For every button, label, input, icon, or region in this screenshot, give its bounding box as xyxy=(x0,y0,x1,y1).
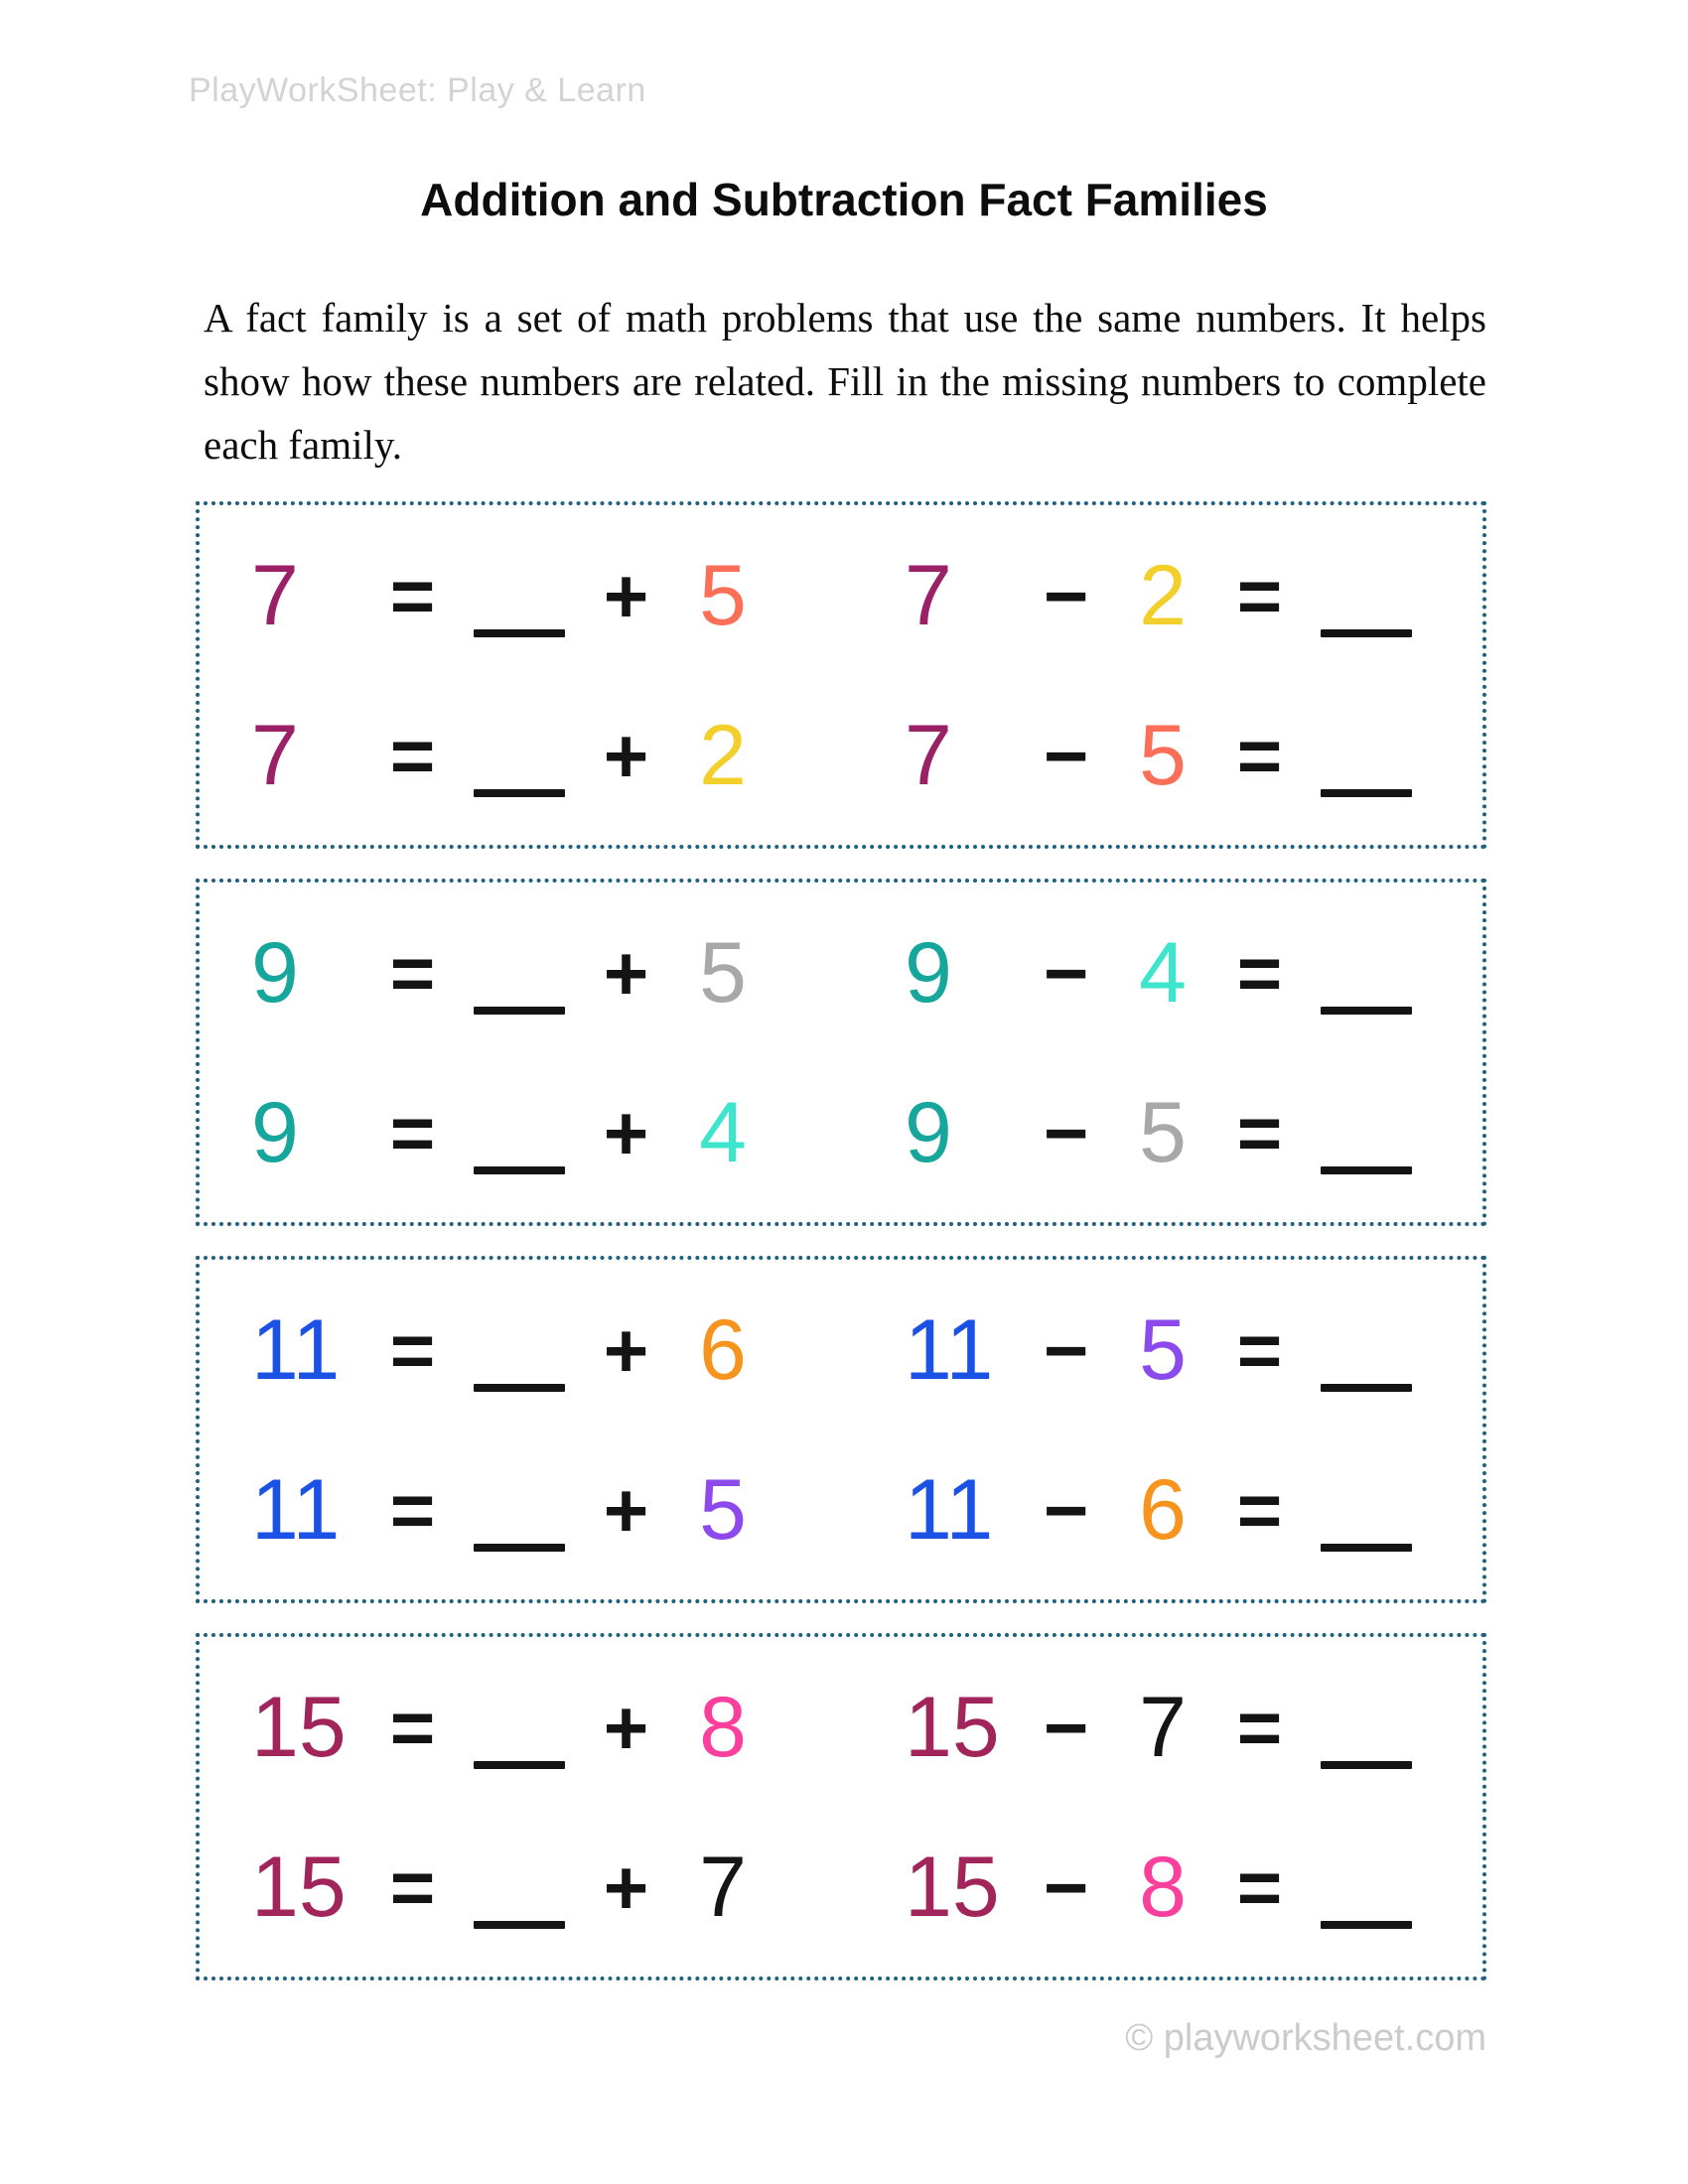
minus-sign: − xyxy=(1043,928,1089,1017)
subtraction-equation xyxy=(905,1461,1431,1558)
equals-sign: = xyxy=(389,1305,436,1394)
subtrahend-number: 5 xyxy=(1139,707,1187,803)
fact-family-box xyxy=(196,879,1486,1226)
answer-blank xyxy=(455,1723,584,1731)
equals-sign: = xyxy=(389,928,436,1017)
equation-row xyxy=(251,898,1431,1047)
subtraction-equation xyxy=(905,1301,1431,1398)
minuend-number: 7 xyxy=(905,707,952,803)
fact-family-box xyxy=(196,1633,1486,1980)
equals-sign: = xyxy=(389,1683,436,1771)
answer-blank xyxy=(455,751,584,759)
intro-paragraph: A fact family is a set of math problems that use the same numbers. It helps show how these numbers are related. Fill in the missing numbers to complete each family. xyxy=(204,295,1486,468)
plus-sign: + xyxy=(603,1465,649,1554)
addend-number: 4 xyxy=(699,1084,747,1180)
minuend-number: 11 xyxy=(905,1461,994,1558)
sum-number: 7 xyxy=(251,707,299,803)
equals-sign: = xyxy=(1236,1683,1283,1771)
equals-sign: = xyxy=(1236,1465,1283,1554)
minus-sign: − xyxy=(1043,711,1089,799)
answer-blank-line xyxy=(474,1544,565,1552)
addend-number: 5 xyxy=(699,924,747,1021)
addition-equation xyxy=(251,1839,777,1935)
answer-blank-line xyxy=(474,1166,565,1174)
subtrahend-number: 5 xyxy=(1139,1301,1187,1398)
addition-equation xyxy=(251,1301,777,1398)
equation-row xyxy=(251,521,1431,670)
answer-blank-line xyxy=(1321,1761,1412,1769)
answer-blank xyxy=(1302,1506,1431,1514)
page-title: Addition and Subtraction Fact Families xyxy=(420,174,1268,225)
plus-sign: + xyxy=(603,1088,649,1176)
answer-blank xyxy=(455,592,584,600)
addend-number: 5 xyxy=(699,1461,747,1558)
plus-sign: + xyxy=(603,1683,649,1771)
subtrahend-number: 7 xyxy=(1139,1679,1187,1775)
equals-sign: = xyxy=(389,1465,436,1554)
answer-blank-line xyxy=(474,1921,565,1929)
plus-sign: + xyxy=(603,711,649,799)
equation-row xyxy=(251,1058,1431,1207)
fact-family-box xyxy=(196,501,1486,849)
minuend-number: 7 xyxy=(905,547,952,643)
fact-family-boxes xyxy=(196,501,1486,2010)
addend-number: 5 xyxy=(699,547,747,643)
sum-number: 9 xyxy=(251,1084,299,1180)
minuend-number: 15 xyxy=(905,1839,1000,1935)
equals-sign: = xyxy=(1236,711,1283,799)
answer-blank xyxy=(1302,1883,1431,1891)
answer-blank xyxy=(1302,969,1431,977)
equals-sign: = xyxy=(389,1843,436,1931)
answer-blank xyxy=(455,1346,584,1354)
equation-row xyxy=(251,1276,1431,1425)
equals-sign: = xyxy=(1236,928,1283,1017)
answer-blank-line xyxy=(474,789,565,797)
answer-blank-line xyxy=(474,629,565,637)
addition-equation xyxy=(251,707,777,803)
equals-sign: = xyxy=(1236,1305,1283,1394)
minus-sign: − xyxy=(1043,551,1089,639)
answer-blank xyxy=(455,1506,584,1514)
minus-sign: − xyxy=(1043,1843,1089,1931)
equals-sign: = xyxy=(1236,551,1283,639)
answer-blank-line xyxy=(474,1761,565,1769)
minus-sign: − xyxy=(1043,1465,1089,1554)
addend-number: 2 xyxy=(699,707,747,803)
answer-blank-line xyxy=(1321,1007,1412,1015)
answer-blank xyxy=(455,969,584,977)
addend-number: 7 xyxy=(699,1839,747,1935)
answer-blank-line xyxy=(1321,789,1412,797)
minuend-number: 15 xyxy=(905,1679,1000,1775)
minuend-number: 11 xyxy=(905,1301,994,1398)
addition-equation xyxy=(251,1461,777,1558)
answer-blank-line xyxy=(1321,1921,1412,1929)
answer-blank xyxy=(1302,751,1431,759)
answer-blank xyxy=(1302,1346,1431,1354)
brand-text: PlayWorkSheet: Play & Learn xyxy=(189,71,646,109)
answer-blank-line xyxy=(1321,1166,1412,1174)
minus-sign: − xyxy=(1043,1088,1089,1176)
sum-number: 9 xyxy=(251,924,299,1021)
subtraction-equation xyxy=(905,924,1431,1021)
addition-equation xyxy=(251,1679,777,1775)
subtraction-equation xyxy=(905,547,1431,643)
sum-number: 15 xyxy=(251,1839,347,1935)
sum-number: 11 xyxy=(251,1461,341,1558)
addition-equation xyxy=(251,547,777,643)
answer-blank xyxy=(1302,592,1431,600)
minus-sign: − xyxy=(1043,1683,1089,1771)
addend-number: 6 xyxy=(699,1301,747,1398)
equation-row xyxy=(251,681,1431,830)
equation-row xyxy=(251,1653,1431,1802)
subtrahend-number: 5 xyxy=(1139,1084,1187,1180)
fact-family-box xyxy=(196,1256,1486,1603)
minuend-number: 9 xyxy=(905,924,952,1021)
answer-blank-line xyxy=(1321,1384,1412,1392)
answer-blank-line xyxy=(474,1007,565,1015)
subtraction-equation xyxy=(905,1084,1431,1180)
sum-number: 11 xyxy=(251,1301,341,1398)
subtrahend-number: 6 xyxy=(1139,1461,1187,1558)
answer-blank xyxy=(1302,1723,1431,1731)
addend-number: 8 xyxy=(699,1679,747,1775)
equals-sign: = xyxy=(389,551,436,639)
equals-sign: = xyxy=(389,711,436,799)
minus-sign: − xyxy=(1043,1305,1089,1394)
plus-sign: + xyxy=(603,1305,649,1394)
subtrahend-number: 4 xyxy=(1139,924,1187,1021)
subtraction-equation xyxy=(905,1679,1431,1775)
answer-blank-line xyxy=(1321,629,1412,637)
sum-number: 7 xyxy=(251,547,299,643)
answer-blank xyxy=(455,1129,584,1137)
answer-blank xyxy=(455,1883,584,1891)
plus-sign: + xyxy=(603,928,649,1017)
subtrahend-number: 8 xyxy=(1139,1839,1187,1935)
minuend-number: 9 xyxy=(905,1084,952,1180)
equation-row xyxy=(251,1435,1431,1584)
answer-blank xyxy=(1302,1129,1431,1137)
footer-copyright: © playworksheet.com xyxy=(1125,2017,1486,2059)
subtrahend-number: 2 xyxy=(1139,547,1187,643)
subtraction-equation xyxy=(905,707,1431,803)
sum-number: 15 xyxy=(251,1679,347,1775)
equals-sign: = xyxy=(1236,1088,1283,1176)
answer-blank-line xyxy=(1321,1544,1412,1552)
equals-sign: = xyxy=(1236,1843,1283,1931)
addition-equation xyxy=(251,924,777,1021)
equation-row xyxy=(251,1813,1431,1962)
subtraction-equation xyxy=(905,1839,1431,1935)
equals-sign: = xyxy=(389,1088,436,1176)
plus-sign: + xyxy=(603,1843,649,1931)
answer-blank-line xyxy=(474,1384,565,1392)
plus-sign: + xyxy=(603,551,649,639)
addition-equation xyxy=(251,1084,777,1180)
